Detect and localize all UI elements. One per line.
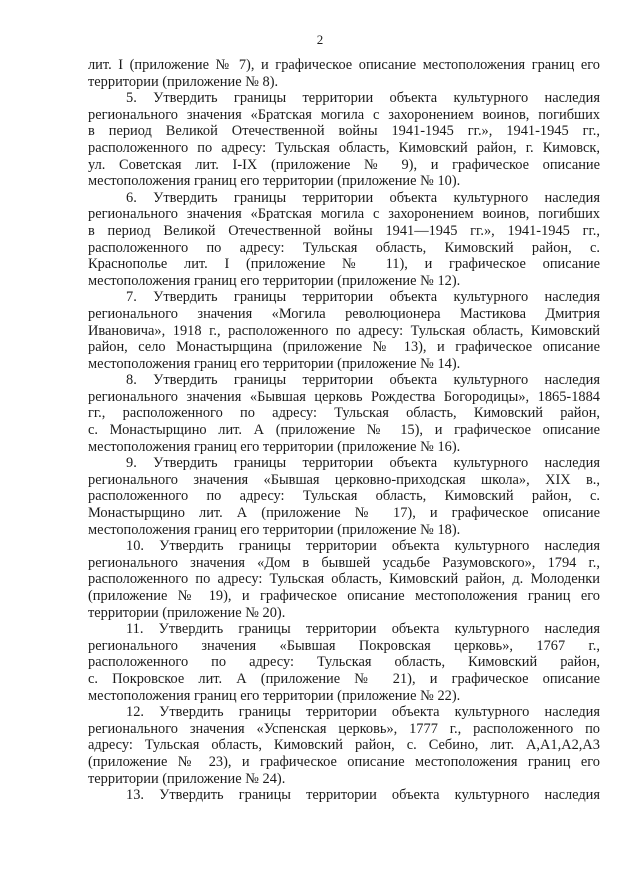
page-number: 2 xyxy=(316,32,324,47)
text-line: регионального значения «Бывшая Покровская церковь», 1767 г., xyxy=(88,637,600,654)
text-line: 7. Утвердить границы территории объекта культурного наследия xyxy=(126,289,600,306)
paragraph xyxy=(88,372,600,455)
text-line: расположенного по адресу: Тульская область, Кимовский район, г. Кимовск, xyxy=(88,139,600,156)
paragraph xyxy=(88,289,600,372)
text-line: 5. Утвердить границы территории объекта культурного наследия xyxy=(126,90,600,107)
paragraph xyxy=(88,90,600,190)
text-line: регионального значения «Дом в бывшей усадьбе Разумовского», 1794 г., xyxy=(88,554,600,571)
text-line: район, село Монастырщина (приложение № 13), и графическое описание xyxy=(88,339,600,356)
text-line: местоположения границ его территории (приложение № 22). xyxy=(88,687,461,704)
text-line: расположенного по адресу: Тульская область, Кимовский район, с. xyxy=(88,239,600,256)
text-line: адресу: Тульская область, Кимовский район, с. Себино, лит. А,А1,А2,А3 xyxy=(88,737,600,754)
text-line: регионального значения «Братская могила с захоронением воинов, погибших xyxy=(88,106,600,123)
paragraph xyxy=(88,787,600,804)
text-line: с. Покровское лит. А (приложение № 21), и графическое описание xyxy=(88,670,600,687)
text-line: 8. Утвердить границы территории объекта культурного наследия xyxy=(126,372,600,389)
text-line: ул. Советская лит. I-IX (приложение № 9), и графическое описание xyxy=(88,156,600,173)
paragraph xyxy=(88,57,600,90)
text-line: 12. Утвердить границы территории объекта культурного наследия xyxy=(126,704,600,721)
text-line: регионального значения «Бывшая церковно-приходская школа», XIX в., xyxy=(88,471,600,488)
paragraph xyxy=(88,190,600,290)
text-line: в период Великой Отечественной войны 1941-1945 гг.», 1941-1945 гг., xyxy=(88,123,600,140)
text-line: (приложение № 19), и графическое описание местоположения границ его xyxy=(88,588,600,604)
text-line: 9. Утвердить границы территории объекта культурного наследия xyxy=(126,455,600,472)
paragraph xyxy=(88,538,600,621)
text-line: местоположения границ его территории (приложение № 10). xyxy=(88,173,461,190)
text-line: (приложение № 23), и графическое описание местоположения границ его xyxy=(88,753,600,770)
text-line: лит. I (приложение № 7), и графическое описание местоположения границ его xyxy=(88,57,600,73)
text-line: местоположения границ его территории (приложение № 12). xyxy=(88,272,461,289)
text-line: территории (приложение № 24). xyxy=(88,770,286,787)
text-line: расположенного по адресу: Тульская область, Кимовский район, д. Молоденки xyxy=(88,571,600,588)
text-line: территории (приложение № 20). xyxy=(88,604,286,621)
paragraph xyxy=(88,704,600,787)
document-body xyxy=(88,57,600,804)
text-line: регионального значения «Братская могила с захоронением воинов, погибших xyxy=(88,206,600,223)
text-line: регионального значения «Успенская церковь», 1777 г., расположенного по xyxy=(88,720,600,737)
text-line: 6. Утвердить границы территории объекта культурного наследия xyxy=(126,189,600,206)
text-line: в период Великой Отечественной войны 1941—1945 гг.», 1941-1945 гг., xyxy=(88,222,600,239)
text-line: местоположения границ его территории (приложение № 18). xyxy=(88,521,461,538)
text-line: гг., расположенного по адресу: Тульская область, Кимовский район, xyxy=(88,405,600,422)
text-line: 10. Утвердить границы территории объекта культурного наследия xyxy=(126,538,600,555)
text-line: 11. Утвердить границы территории объекта культурного наследия xyxy=(126,621,600,638)
text-line: Монастырщино лит. А (приложение № 17), и графическое описание xyxy=(88,505,600,522)
text-line: расположенного по адресу: Тульская область, Кимовский район, xyxy=(88,654,600,671)
text-line: регионального значения «Бывшая церковь Рождества Богородицы», 1865-1884 xyxy=(88,388,600,405)
text-line: Ивановича», 1918 г., расположенного по адресу: Тульская область, Кимовский xyxy=(88,322,600,339)
text-line: местоположения границ его территории (приложение № 14). xyxy=(88,355,461,372)
text-line: 13. Утвердить границы территории объекта культурного наследия xyxy=(126,787,600,804)
text-line: расположенного по адресу: Тульская область, Кимовский район, с. xyxy=(88,488,600,505)
text-line: Краснополье лит. I (приложение № 11), и графическое описание xyxy=(88,256,600,273)
paragraph xyxy=(88,621,600,704)
text-line: территории (приложение № 8). xyxy=(88,73,279,90)
text-line: регионального значения «Могила революционера Мастикова Дмитрия xyxy=(88,305,600,322)
text-line: с. Монастырщино лит. А (приложение № 15), и графическое описание xyxy=(88,422,600,439)
text-line: местоположения границ его территории (приложение № 16). xyxy=(88,438,461,455)
paragraph xyxy=(88,455,600,538)
